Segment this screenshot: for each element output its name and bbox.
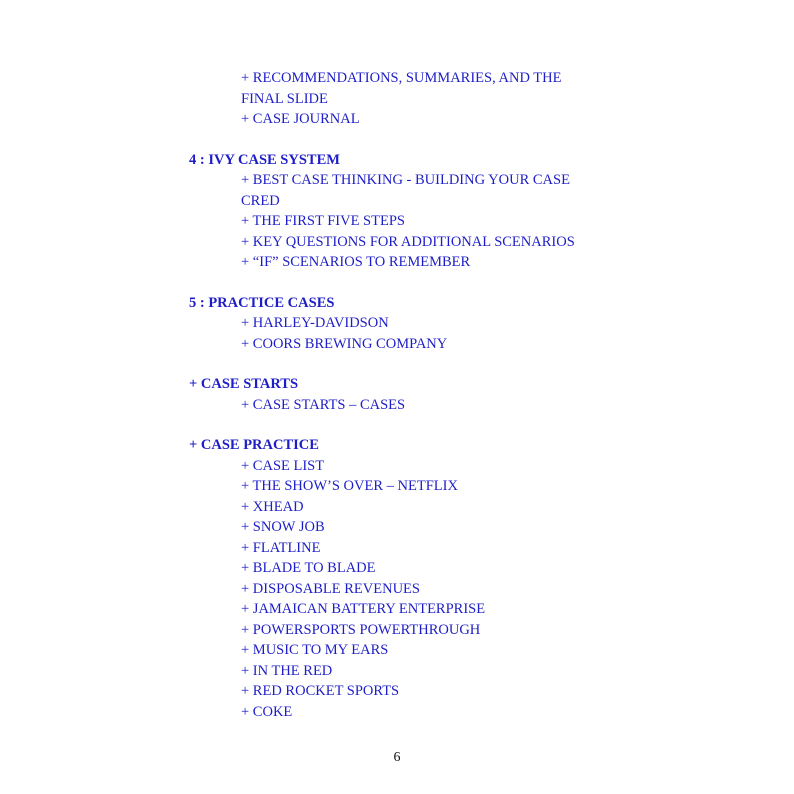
toc-item-powersports[interactable]: + POWERSPORTS POWERTHROUGH bbox=[241, 621, 481, 638]
toc-section-practice-cases bbox=[189, 293, 609, 355]
toc-item-best-case-thinking[interactable]: + BEST CASE THINKING - BUILDING YOUR CASE CRED bbox=[241, 172, 570, 209]
page-number: 6 bbox=[393, 750, 401, 765]
toc-heading-ivy-case-system[interactable]: 4 : IVY CASE SYSTEM bbox=[189, 151, 340, 168]
toc-item-music-to-my-ears[interactable]: + MUSIC TO MY EARS bbox=[241, 642, 389, 658]
toc-item-case-list[interactable]: + CASE LIST bbox=[241, 457, 325, 474]
toc-item-jamaican-battery[interactable]: + JAMAICAN BATTERY ENTERPRISE bbox=[241, 601, 486, 617]
toc-heading-case-practice[interactable]: + CASE PRACTICE bbox=[189, 437, 319, 453]
toc-item-shows-over-netflix[interactable]: + THE SHOW’S OVER – NETFLIX bbox=[241, 478, 458, 494]
toc-item-first-five-steps[interactable]: + THE FIRST FIVE STEPS bbox=[241, 213, 405, 229]
toc-item-harley-davidson[interactable]: + HARLEY-DAVIDSON bbox=[241, 315, 389, 331]
toc-item-xhead[interactable]: + XHEAD bbox=[241, 498, 304, 515]
toc-item-blade-to-blade[interactable]: + BLADE TO BLADE bbox=[241, 560, 376, 576]
toc-section-ivy-case-system bbox=[189, 150, 609, 273]
toc-item-coke[interactable]: + COKE bbox=[241, 703, 293, 720]
toc-item-case-journal[interactable]: + CASE JOURNAL bbox=[241, 111, 360, 127]
toc-heading-case-starts[interactable]: + CASE STARTS bbox=[189, 376, 299, 392]
toc-section-case-starts bbox=[189, 374, 609, 415]
toc-item-recommendations[interactable]: + RECOMMENDATIONS, SUMMARIES, AND THE FINAL SLIDE bbox=[241, 70, 562, 107]
toc-item-in-the-red[interactable]: + IN THE RED bbox=[241, 662, 333, 679]
toc-heading-practice-cases[interactable]: 5 : PRACTICE CASES bbox=[189, 294, 335, 311]
toc-item-key-questions[interactable]: + KEY QUESTIONS FOR ADDITIONAL SCENARIOS bbox=[241, 233, 575, 250]
toc-item-snow-job[interactable]: + SNOW JOB bbox=[241, 519, 325, 535]
toc-item-case-starts-cases[interactable]: + CASE STARTS – CASES bbox=[241, 396, 406, 413]
table-of-contents bbox=[189, 68, 609, 722]
toc-continued-items bbox=[189, 68, 609, 130]
toc-item-flatline[interactable]: + FLATLINE bbox=[241, 539, 321, 556]
toc-item-if-scenarios[interactable]: + “IF” SCENARIOS TO REMEMBER bbox=[241, 254, 471, 270]
toc-item-coors-brewing[interactable]: + COORS BREWING COMPANY bbox=[241, 335, 448, 352]
toc-section-case-practice bbox=[189, 435, 609, 722]
toc-item-red-rocket-sports[interactable]: + RED ROCKET SPORTS bbox=[241, 683, 400, 699]
toc-item-disposable-revenues[interactable]: + DISPOSABLE REVENUES bbox=[241, 580, 420, 597]
